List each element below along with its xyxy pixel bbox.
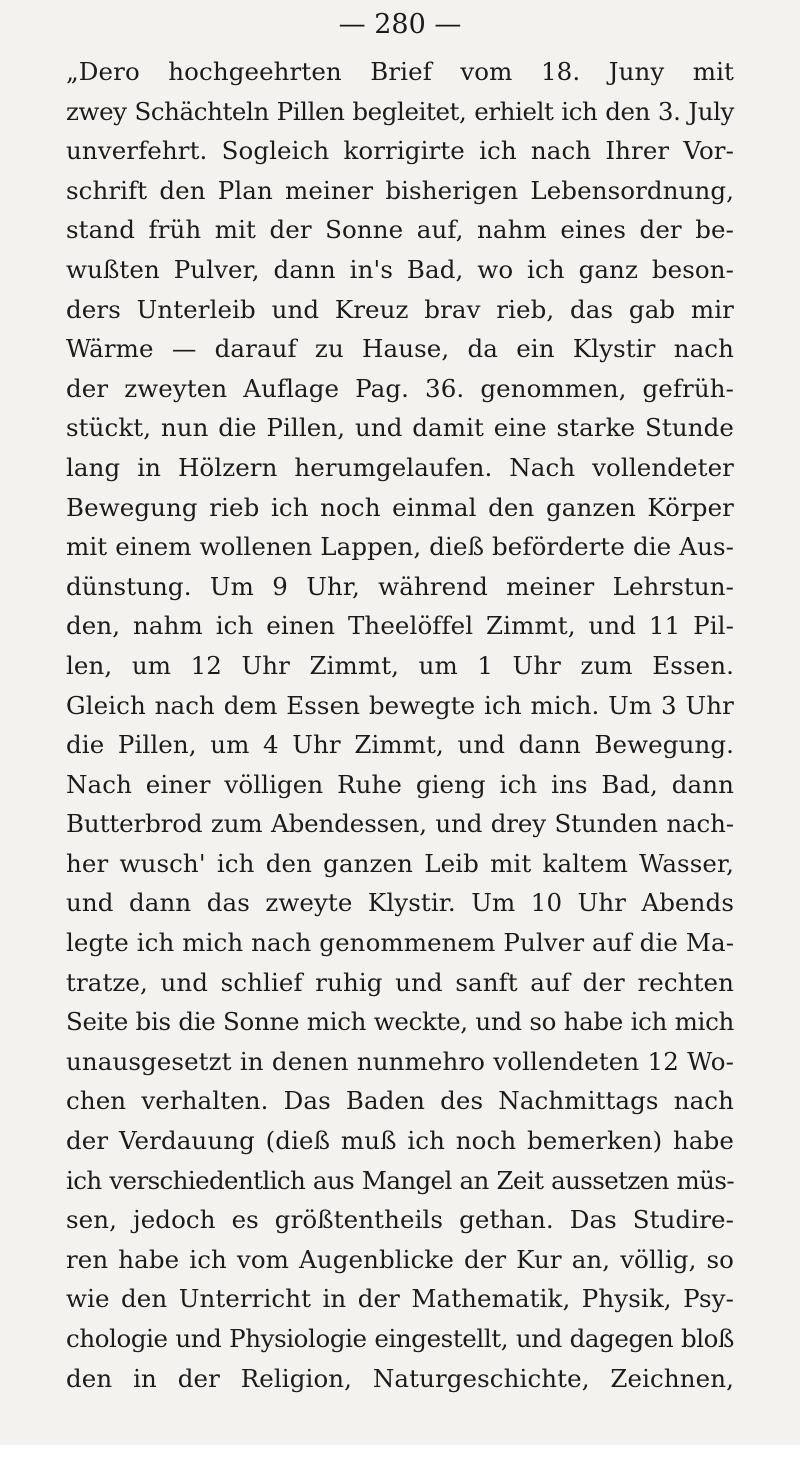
- text-line: Seite bis die Sonne mich weckte, und so habe ich mich: [66, 1007, 734, 1037]
- text-line: Butterbrod zum Abendessen, und drey Stunden nach-: [66, 809, 734, 839]
- bottom-margin: [0, 1445, 800, 1466]
- text-line: den, nahm ich einen Theelöffel Zimmt, und 11 Pil-: [66, 611, 734, 641]
- text-line: ders Unterleib und Kreuz brav rieb, das gab mir: [66, 294, 734, 324]
- text-line: wußten Pulver, dann in's Bad, wo ich ganz beson-: [66, 254, 734, 284]
- text-line: den in der Religion, Naturgeschichte, Zeichnen,: [66, 1363, 734, 1393]
- text-line: dünstung. Um 9 Uhr, während meiner Lehrstun-: [66, 571, 734, 601]
- text-line: ich verschiedentlich aus Mangel an Zeit aussetzen müs-: [66, 1165, 734, 1195]
- text-line: unverfehrt. Sogleich korrigirte ich nach Ihrer Vor-: [66, 136, 734, 166]
- text-line: mit einem wollenen Lappen, dieß beförderte die Aus-: [66, 532, 734, 562]
- page-number-header: — 280 —: [338, 9, 462, 40]
- text-line: unausgesetzt in denen nunmehro vollendeten 12 Wo-: [66, 1046, 734, 1076]
- text-line: Wärme — darauf zu Hause, da ein Klystir nach: [66, 334, 734, 364]
- text-line: tratze, und schlief ruhig und sanft auf der rechten: [66, 967, 734, 997]
- text-line: zwey Schächteln Pillen begleitet, erhielt ich den 3. July: [66, 96, 734, 126]
- text-line: her wusch' ich den ganzen Leib mit kaltem Wasser,: [66, 848, 734, 878]
- text-line: der Verdauung (dieß muß ich noch bemerken) habe: [66, 1126, 734, 1156]
- text-line: Bewegung rieb ich noch einmal den ganzen Körper: [66, 492, 734, 522]
- text-line: der zweyten Auflage Pag. 36. genommen, gefrüh-: [66, 373, 734, 403]
- text-line: schrift den Plan meiner bisherigen Lebensordnung,: [66, 175, 734, 205]
- text-line: wie den Unterricht in der Mathematik, Physik, Psy-: [66, 1284, 734, 1314]
- text-line: Gleich nach dem Essen bewegte ich mich. Um 3 Uhr: [66, 690, 734, 720]
- text-line: legte ich mich nach genommenem Pulver auf die Ma-: [66, 928, 735, 958]
- text-line: lang in Hölzern herumgelaufen. Nach vollendeter: [66, 452, 734, 482]
- text-line: die Pillen, um 4 Uhr Zimmt, und dann Bewegung.: [66, 730, 734, 760]
- text-line: chologie und Physiologie eingestellt, und dagegen bloß: [66, 1324, 734, 1353]
- text-line: len, um 12 Uhr Zimmt, um 1 Uhr zum Essen.: [66, 650, 734, 680]
- letter-text-block: [66, 52, 734, 1398]
- text-line: und dann das zweyte Klystir. Um 10 Uhr Abends: [66, 888, 734, 918]
- text-line: „Dero hochgeehrten Brief vom 18. Juny mit: [66, 57, 734, 86]
- text-line: Nach einer völligen Ruhe gieng ich ins Bad, dann: [66, 769, 734, 799]
- text-line: ren habe ich vom Augenblicke der Kur an, völlig, so: [66, 1244, 734, 1274]
- text-line: stand früh mit der Sonne auf, nahm eines der be-: [66, 215, 734, 245]
- text-line: chen verhalten. Das Baden des Nachmittags nach: [66, 1086, 734, 1116]
- text-line: sen, jedoch es größtentheils gethan. Das Studire-: [66, 1205, 734, 1235]
- text-line: stückt, nun die Pillen, und damit eine starke Stunde: [66, 413, 734, 443]
